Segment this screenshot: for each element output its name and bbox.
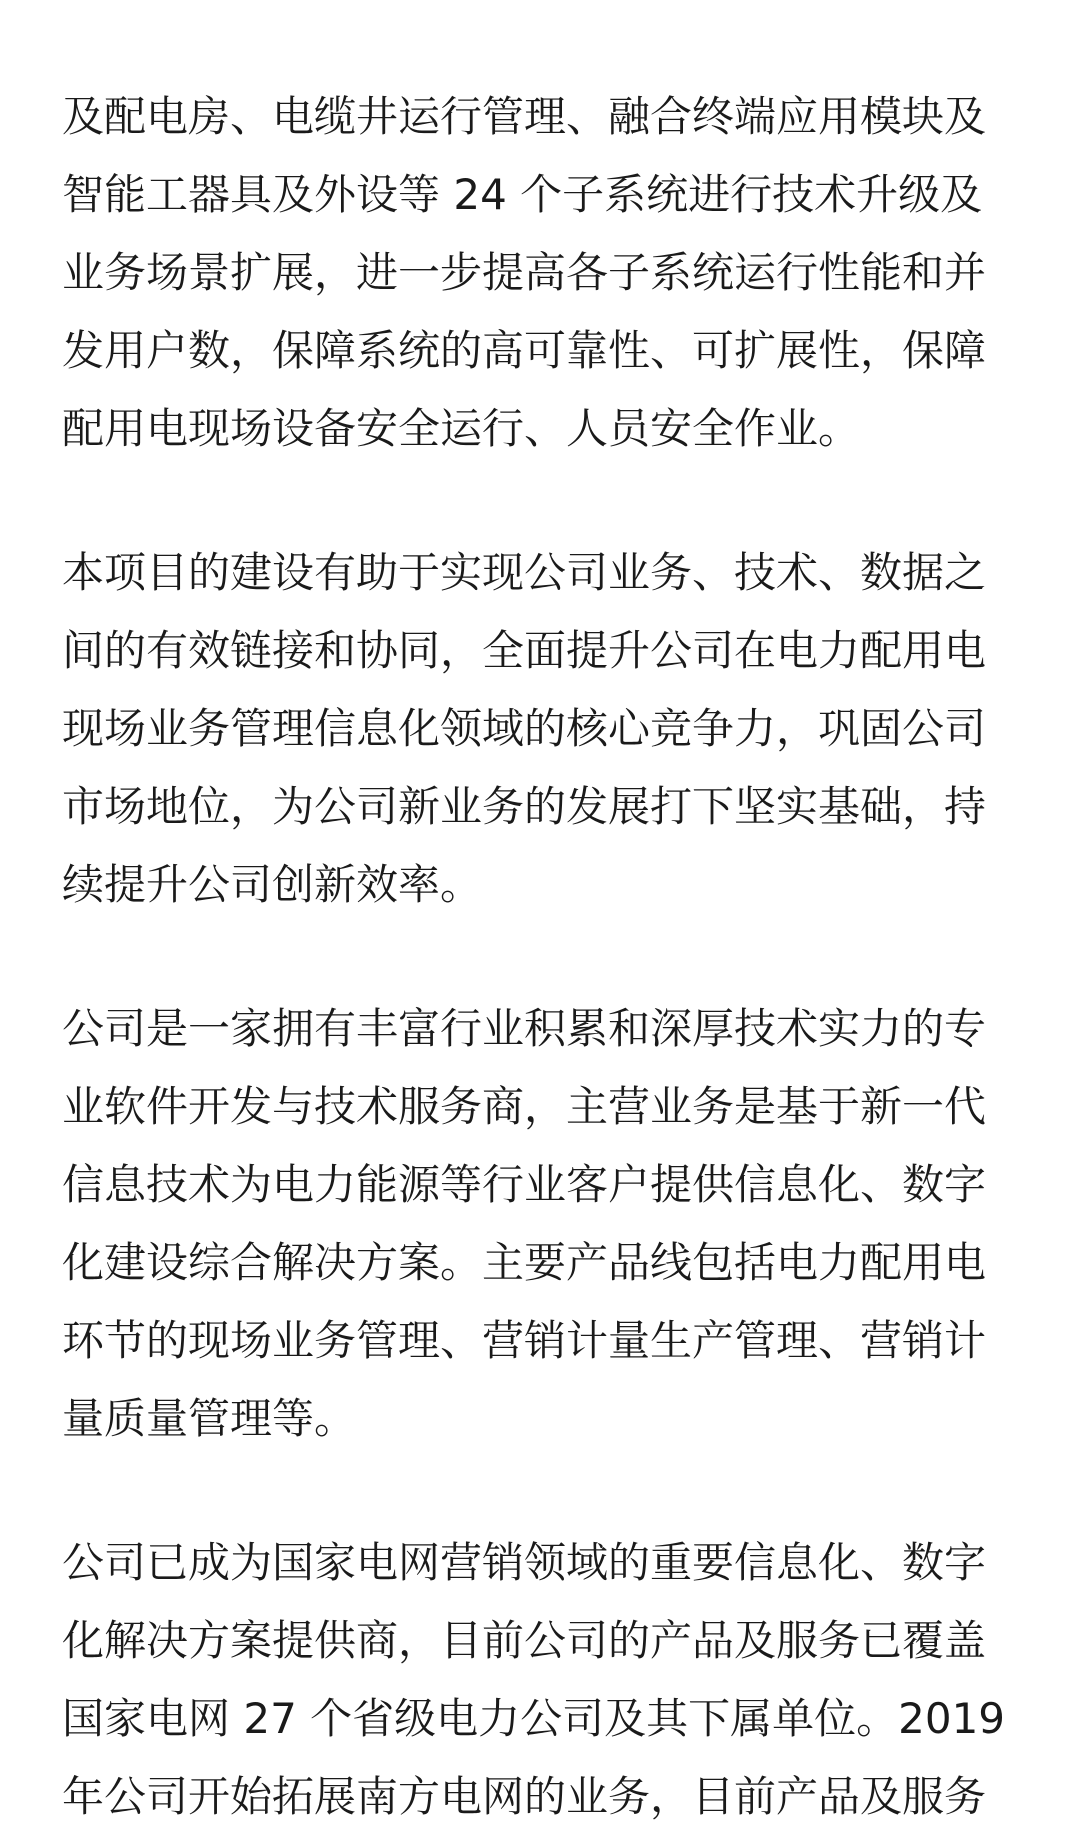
- text-line: 国家电网 27 个省级电力公司及其下属单位。2019: [62, 1694, 1006, 1743]
- text-line: 信息技术为电力能源等行业客户提供信息化、数字: [62, 1160, 987, 1209]
- text-line: 市场地位，为公司新业务的发展打下坚实基础，持: [62, 782, 987, 831]
- text-line: 本项目的建设有助于实现公司业务、技术、数据之: [62, 548, 987, 597]
- text-line: 业务场景扩展，进一步提高各子系统运行性能和并: [62, 248, 987, 297]
- text-line: 公司是一家拥有丰富行业积累和深厚技术实力的专: [62, 1004, 987, 1053]
- article-body: [62, 78, 1022, 1836]
- paragraph-1: [62, 78, 1022, 468]
- text-line: 现场业务管理信息化领域的核心竞争力，巩固公司: [62, 704, 987, 753]
- paragraph-2: [62, 534, 1022, 924]
- paragraph-3: [62, 990, 1022, 1458]
- text-line: 及配电房、电缆井运行管理、融合终端应用模块及: [62, 92, 987, 141]
- text-line: 业软件开发与技术服务商，主营业务是基于新一代: [62, 1082, 987, 1131]
- text-line: 年公司开始拓展南方电网的业务，目前产品及服务: [62, 1772, 987, 1821]
- paragraph-4: [62, 1524, 1022, 1836]
- text-line: 配用电现场设备安全运行、人员安全作业。: [62, 404, 861, 453]
- text-line: 公司已成为国家电网营销领域的重要信息化、数字: [62, 1538, 987, 1587]
- text-line: 续提升公司创新效率。: [62, 860, 483, 909]
- text-line: 间的有效链接和协同，全面提升公司在电力配用电: [62, 626, 987, 675]
- text-line: 化建设综合解决方案。主要产品线包括电力配用电: [62, 1238, 987, 1287]
- text-line: 智能工器具及外设等 24 个子系统进行技术升级及: [62, 170, 983, 219]
- text-line: 发用户数，保障系统的高可靠性、可扩展性，保障: [62, 326, 987, 375]
- text-line: 化解决方案提供商，目前公司的产品及服务已覆盖: [62, 1616, 987, 1665]
- text-line: 量质量管理等。: [62, 1394, 357, 1443]
- text-line: 环节的现场业务管理、营销计量生产管理、营销计: [62, 1316, 987, 1365]
